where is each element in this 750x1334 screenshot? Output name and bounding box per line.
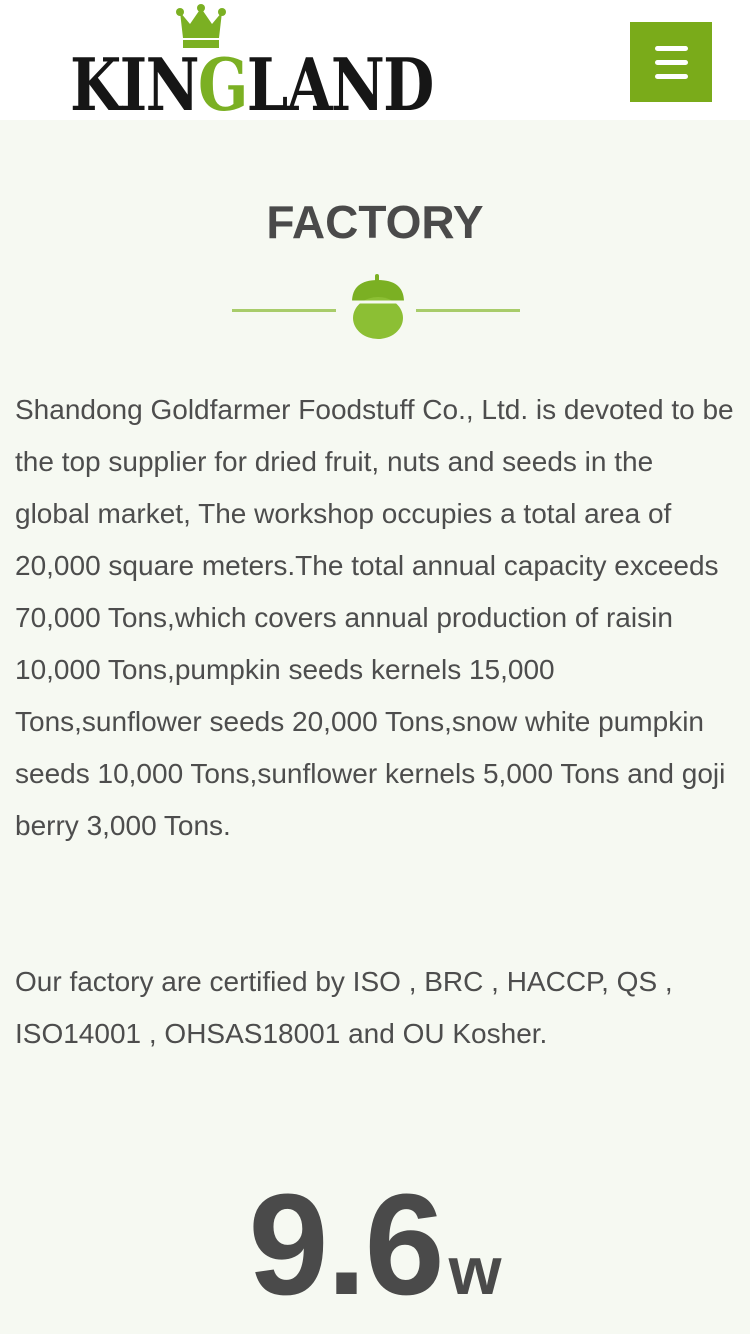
kingland-logo[interactable]	[70, 4, 433, 127]
menu-button[interactable]	[630, 22, 712, 102]
logo-suffix: LAND	[246, 42, 433, 127]
hamburger-bar	[655, 74, 688, 79]
divider-line-right	[416, 309, 520, 312]
hamburger-bar	[655, 46, 688, 51]
site-header	[0, 0, 750, 127]
stat-value: 9.6	[248, 1164, 443, 1325]
hamburger-bar	[655, 60, 688, 65]
logo-wordmark	[70, 42, 433, 127]
logo-highlight: G	[197, 42, 247, 127]
stat-unit: w	[448, 1233, 502, 1309]
factory-description: Shandong Goldfarmer Foodstuff Co., Ltd. is devoted to be the top supplier for dried fruit, nuts and seeds in the global market, The workshop occupies a total area of 20,000 square meters.The total annual capacity exceeds 70,000 Tons,which covers annual production of raisin 10,000 Tons,pumpkin seeds kernels 15,000 Tons,sunflower seeds 20,000 Tons,snow white pumpkin seeds 10,000 Tons,sunflower kernels 5,000 Tons and goji berry 3,000 Tons.	[15, 394, 734, 841]
logo-prefix: KIN	[70, 42, 198, 127]
factory-certifications: Our factory are certified by ISO , BRC , HACCP, QS , ISO14001 , OHSAS18001 and OU Kosher.	[15, 966, 673, 1049]
section-title: FACTORY	[266, 196, 484, 248]
acorn-icon	[348, 274, 408, 340]
stat-counter	[0, 1164, 750, 1325]
divider-line-left	[232, 309, 336, 312]
